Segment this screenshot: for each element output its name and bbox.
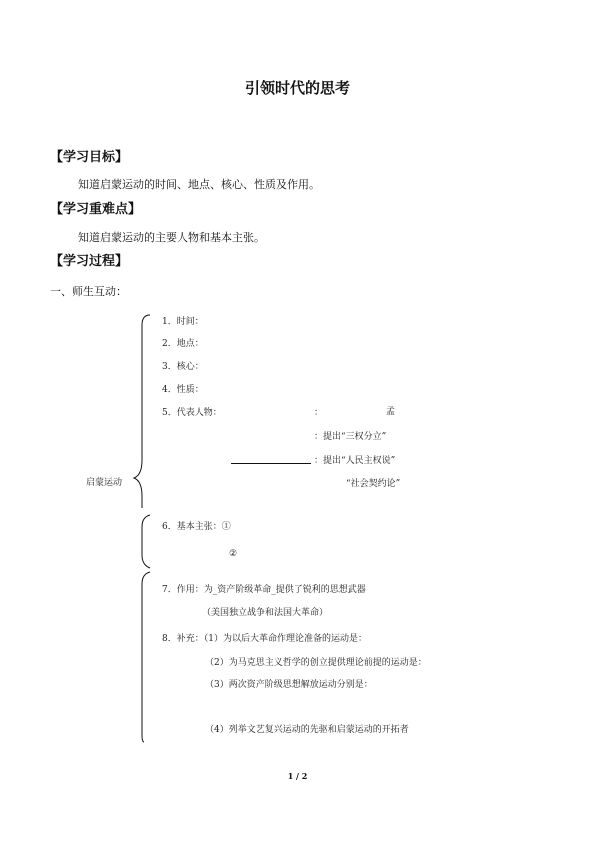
figure-1-note: 孟 [386, 407, 396, 417]
outline-item-core: 3．核心： [162, 362, 204, 372]
figure-3-blank-line [231, 463, 311, 464]
section-heading-process: 【学习过程】 [50, 254, 129, 269]
outline-item-supplement-2: （2）为马克思主义哲学的创立提供理论前提的运动是： [205, 658, 427, 668]
outline-item-supplement-1: 8．补充：（1）为以后大革命作理论准备的运动是： [162, 634, 367, 644]
key-points-text: 知道启蒙运动的主要人物和基本主张。 [78, 231, 265, 244]
outline-item-role: 7．作用：为_资产阶级革命_提供了锐利的思想武器 [162, 585, 366, 595]
figure-2-text: ：提出“三权分立” [314, 432, 387, 442]
page-title: 引领时代的思考 [244, 79, 350, 97]
page-number: 1 / 2 [287, 771, 308, 781]
outline-item-time: 1．时间： [162, 317, 204, 327]
outline-item-supplement-4: （4）列举文艺复兴运动的先驱和启蒙运动的开拓者 [205, 725, 409, 735]
outline-item-supplement-3: （3）两次资产阶级思想解放运动分别是： [205, 680, 373, 690]
goal-text: 知道启蒙运动的时间、地点、核心、性质及作用。 [78, 178, 320, 191]
outline-item-ideas-2: ② [229, 549, 238, 559]
part-one-label: 一、师生互动： [50, 285, 127, 298]
outline-item-figures: 5．代表人物： [162, 408, 222, 418]
outline-item-nature: 4．性质： [162, 385, 204, 395]
outline-item-ideas: 6．基本主张：① [162, 522, 231, 532]
outline-item-role-note: （美国独立战争和法国大革命） [202, 608, 329, 618]
outline-root-label: 启蒙运动 [86, 478, 123, 488]
outline-brace [130, 310, 160, 745]
section-heading-goals: 【学习目标】 [50, 150, 129, 165]
figure-1-separator: ： [314, 408, 324, 418]
figure-3-text: ：提出“人民主权说” [314, 456, 396, 466]
figure-4-text: “社会契约论” [346, 479, 401, 489]
outline-item-place: 2．地点： [162, 339, 204, 349]
section-heading-key-points: 【学习重难点】 [50, 202, 142, 217]
